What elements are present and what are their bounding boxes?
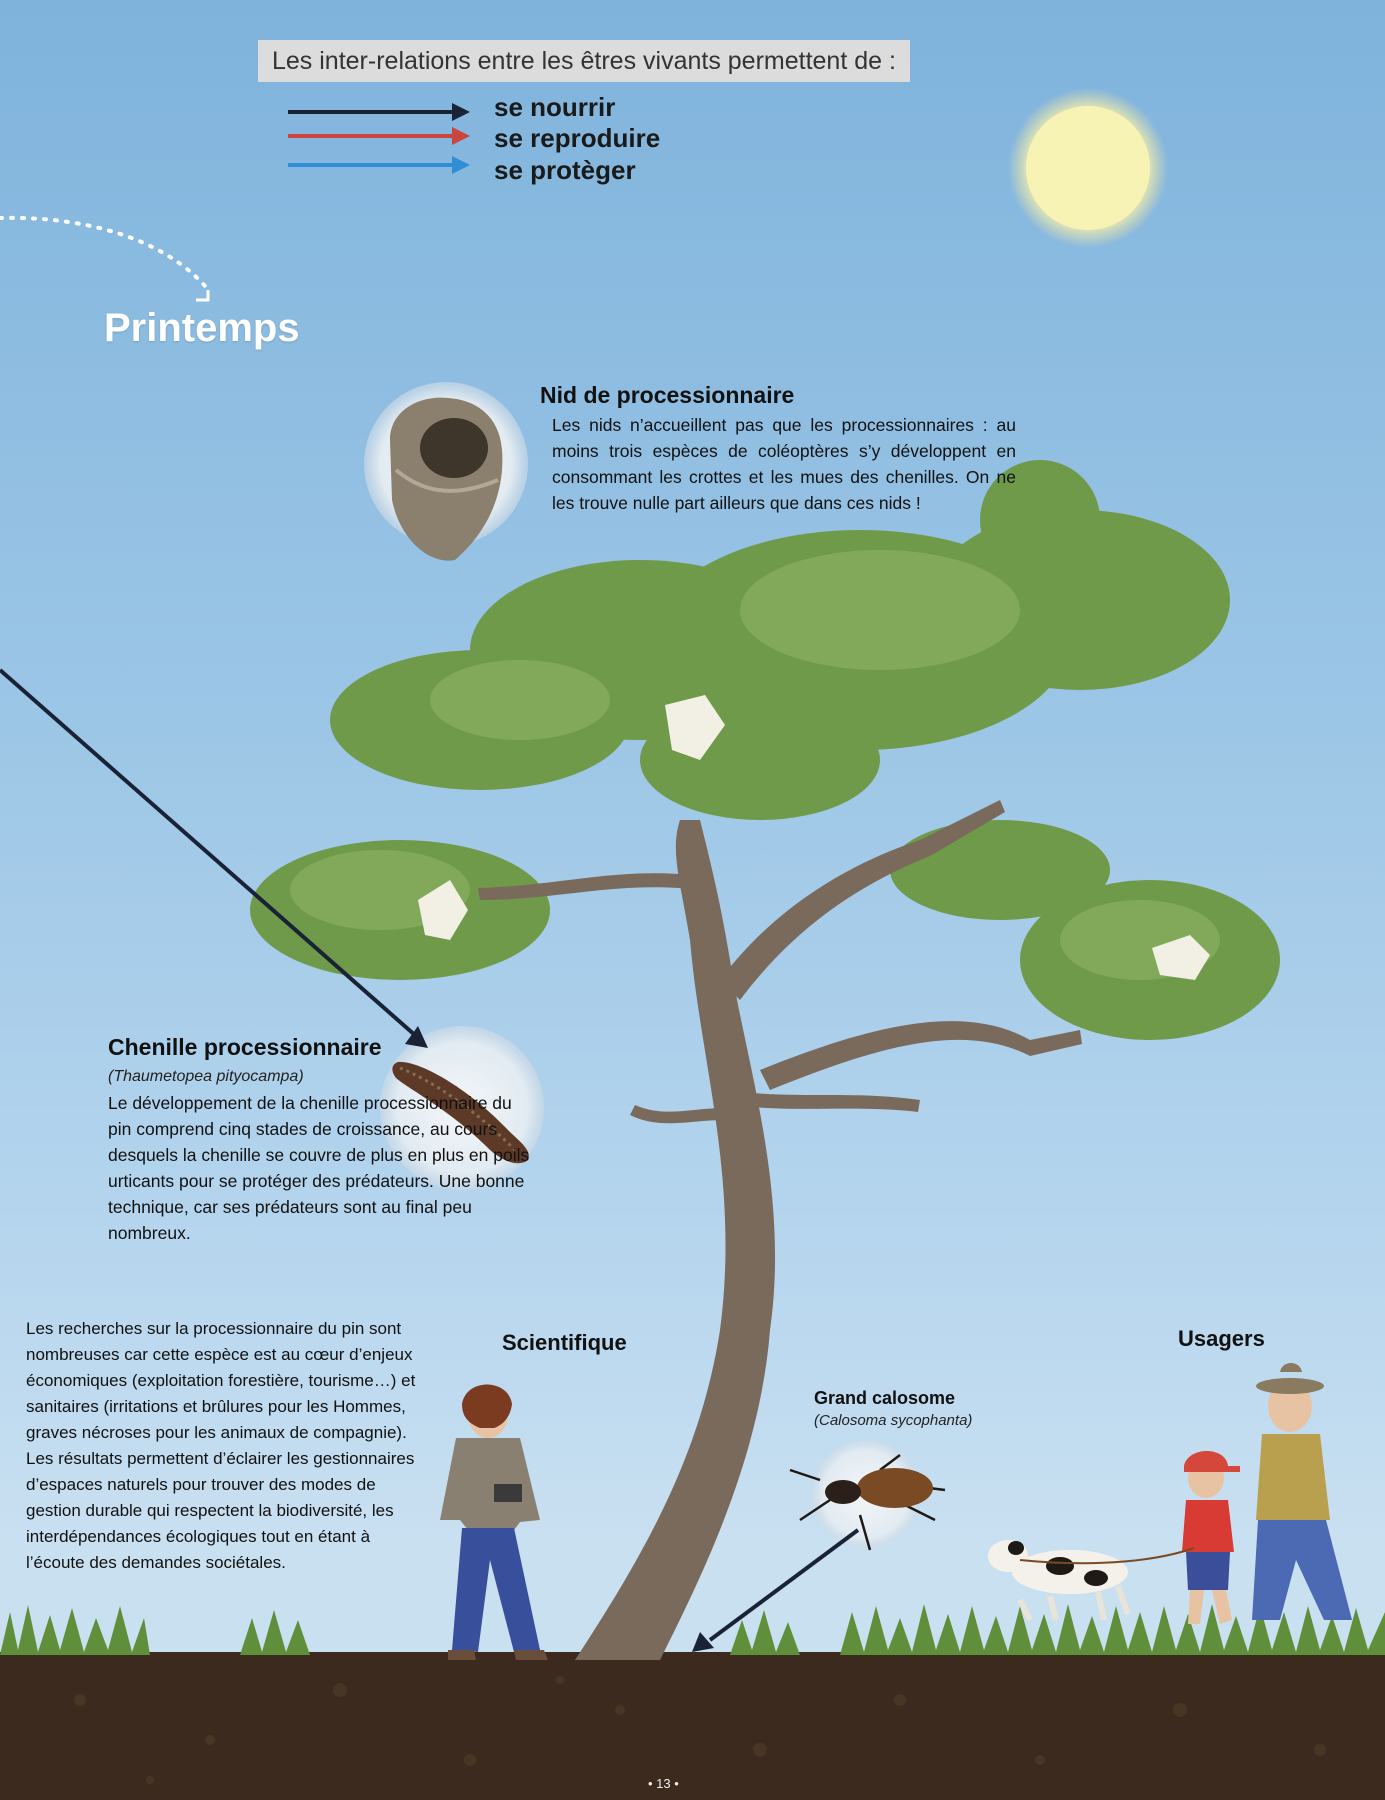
- legend-label-proteger: se protèger: [494, 155, 636, 185]
- beetle-latin-name: (Calosoma sycophanta): [814, 1412, 973, 1429]
- legend-arrow-reproduire: [288, 127, 470, 145]
- season-label: Printemps: [104, 306, 300, 350]
- beetle-heading: Grand calosome: [814, 1388, 956, 1408]
- beetle-head: [825, 1480, 861, 1504]
- legend-label-reproduire: se reproduire: [494, 123, 661, 153]
- soil: [0, 1652, 1385, 1800]
- beetle-body: [857, 1468, 933, 1508]
- season-dotted-arc: [0, 218, 205, 286]
- legend-title: Les inter-relations entre les êtres vivants permettent de :: [258, 40, 910, 82]
- sun-disc: [1026, 106, 1150, 230]
- dog-figure: [988, 1540, 1194, 1620]
- season-arrow-head: [196, 290, 208, 300]
- adult-figure: [1252, 1363, 1352, 1620]
- users-label: Usagers: [1178, 1326, 1265, 1351]
- scientist-figure: [440, 1385, 548, 1661]
- grass: [0, 1604, 1385, 1655]
- page-number: • 13 •: [648, 1776, 679, 1791]
- nest-heading: Nid de processionnaire: [540, 382, 795, 408]
- child-figure: [1182, 1451, 1240, 1624]
- caterpillar-description: Le développement de la chenille processionnaire du pin comprend cinq stades de croissance, au cours desquels la chenille se couvre de plus en plus en poils urticants pour se protéger des prédateurs. Une bonne technique, car ses prédateurs sont au final peu nombreux.: [108, 1093, 530, 1243]
- research-description: Les recherches sur la processionnaire du pin sont nombreuses car cette espèce est au cœur d’enjeux économiques (exploitation forestière, tourisme…) et sanitaires (irritations et brûlures pour les Hommes, graves nécroses pour les animaux de compagnie). Les résultats permettent d’éclairer les gestionnaires d’espaces naturels pour trouver des modes de gestion durable qui respectent la biodiversité, les interdépendances écologiques tout en étant à l’écoute des demandes sociétales.: [26, 1319, 416, 1572]
- legend-label-nourrir: se nourrir: [494, 92, 616, 122]
- scientist-label: Scientifique: [502, 1330, 627, 1355]
- caterpillar-latin-name: (Thaumetopea pityocampa): [108, 1068, 304, 1085]
- nest-description: Les nids n’accueillent pas que les processionnaires : au moins trois espèces de coléoptères s’y développent en consommant les crottes et les mues des chenilles. On ne les trouve nulle part ailleurs que dans ces nids !: [552, 415, 1016, 513]
- legend-arrow-proteger: [288, 156, 470, 174]
- legend-arrow-nourrir: [288, 103, 470, 121]
- nest-image: [390, 398, 502, 561]
- nourrir-arrow-beetle: [692, 1530, 858, 1652]
- caterpillar-heading: Chenille processionnaire: [108, 1034, 382, 1060]
